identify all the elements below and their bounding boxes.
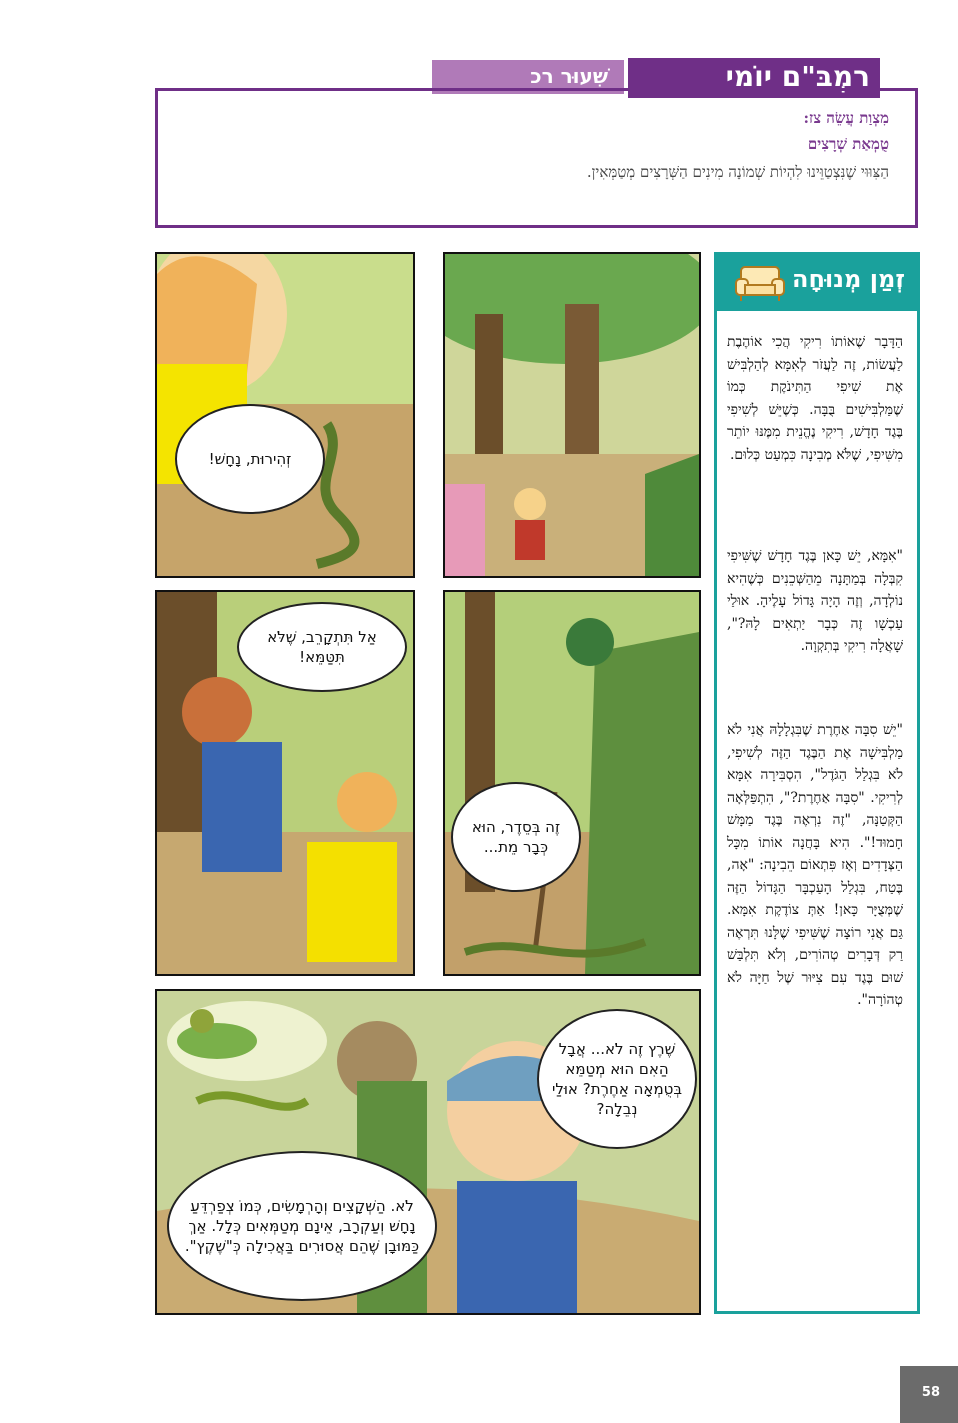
speech-bubble: זֶה בְּסֵדֶר, הוּא כְּבָר מֵת... <box>451 782 581 892</box>
page-number-box <box>900 1366 958 1423</box>
mitzva-number: מִצְוַת עֲשֵׂה צז: <box>803 109 889 127</box>
story-paragraph: הַדָּבָר שֶׁאוֹתוֹ רִיקִי הֲכִי אוֹהֶבֶת לַעֲשׂוֹת, זֶה לַעֲזֹר לְאִמָּא לְהַלְבִּישׁ אֶת שִׁיפִי הַתִּינֹקֶת כְּמוֹ שֶׁמַּלְבִּישִׁים בֻּבָּה. כְּשֶׁיֵּשׁ לְשִׁיפִי בֶּגֶד חָדָשׁ, רִיקִי נֶהֱנֵית מִמֶּנּוּ יוֹתֵר מִשִּׁיפִי, שֶׁלֹּא מְבִינָה כִּמְעַט כְּלוּם. <box>727 334 903 463</box>
rest-time-column <box>714 252 920 1314</box>
comic-panel-2-left <box>155 590 415 976</box>
speech-bubble: אַל תִּתְקָרֵב, שֶׁלֹּא תִּטַּמֵּא! <box>237 602 407 692</box>
page-number: 58 <box>921 1385 940 1400</box>
comic-art-forest-scene <box>445 254 699 576</box>
comic-panel-2-right <box>443 590 701 976</box>
comic-panel-3 <box>155 989 701 1315</box>
mitzva-text: הַצִּוּוּי שֶׁנִּצְטַוֵּינוּ לִהְיוֹת שְׁמוֹנָה מִינִים הַשְּׁרָצִים מְטַמְּאִין. <box>586 163 889 181</box>
rest-time-header <box>717 255 917 311</box>
speech-bubble: זְהִירוּת, נָחָשׁ! <box>175 404 325 514</box>
lesson-label: שִׁעוּר רכ <box>530 64 608 88</box>
mitzva-box <box>155 88 918 228</box>
story-paragraph: "אִמָּא, יֵשׁ כָּאן בֶּגֶד חָדָשׁ שֶׁשִּׁיפִי קִבְּלָה בְּמַתָּנָה מֵהַשְּׁכֵנִים כְּשֶׁהִיא נוֹלְדָה, וְזֶה הָיָה גָּדוֹל עָלֶיהָ. אוּלַי עַכְשָׁו זֶה כְּבָר יַתְאִים לָהּ?", שָׁאֲלָה רִיקִי בְּתִקְוָה. <box>727 548 903 654</box>
comic-panel-1-right <box>443 252 701 578</box>
comic-panel-1-left <box>155 252 415 578</box>
speech-bubble: שֶׁרֶץ זֶה לֹא... אֲבָל הַאִם הוּא מְטַמֵּא בְּטֻמְאָה אַחֶרֶת? אוּלַי נְבֵלָה? <box>537 1009 697 1149</box>
mitzva-name: טֻמְאַת שְׁרָצִים <box>807 135 889 153</box>
speech-bubble: לֹא. הַשְּׁקָצִים וְהָרְמָשִׂים, כְּמוֹ צְפַרְדֵּעַ נָחָשׁ וְעַקְרָב, אֵינָם מְטַמְּאִים כְּלָל. אַךְ כַּמּוּבָן שֶׁהֵם אֲסוּרִים בַּאֲכִילָה כְּ"שֶׁקֶץ". <box>167 1151 437 1301</box>
page-title: רַמְבַּ"ם יוֹמִי <box>725 60 870 93</box>
sofa-icon <box>733 263 787 303</box>
rest-time-title: זְמַן מְנוּחָה <box>791 265 905 293</box>
comic-art-man-with-staff <box>445 592 699 974</box>
story-paragraph: "יֵשׁ סִבָּה אַחֶרֶת שֶׁבִּגְלָלָהּ אֲנִי לֹא מַלְבִּישָׁה אֶת הַבֶּגֶד הַזֶּה לְשִׁיפִי, לֹא בִּגְלַל הַגֹּדֶל", הִסְבִּירָה אִמָּא לְרִיקִי. "סִבָּה אַחֶרֶת?", הִתְפַּלְּאָה הַקְּטַנָּה, "זֶה נִרְאֶה בֶּגֶד מַמָּשׁ חָמוּד!". הִיא בָּחֲנָה אוֹתוֹ מִכָּל הַצְּדָדִים וְאָז פִּתְאוֹם הֵבִינָה: "אָה, בֶּטַח, בִּגְלַל הָעַכְבָּר הַגָּדוֹל הַזֶּה שֶׁמְּצֻיָּר כָּאן! אַתְּ צוֹדֶקֶת אִמָּא. גַּם אֲנִי רוֹצָה שֶׁשִּׁיפִי שֶׁלָּנוּ תִּרְאֶה רַק דְּבָרִים טְהוֹרִים, וְלֹא תִּלְבַּשׁ שׁוּם בֶּגֶד עִם צִיּוּר שֶׁל חַיָּה לֹא טְהוֹרָה". <box>727 722 903 1008</box>
